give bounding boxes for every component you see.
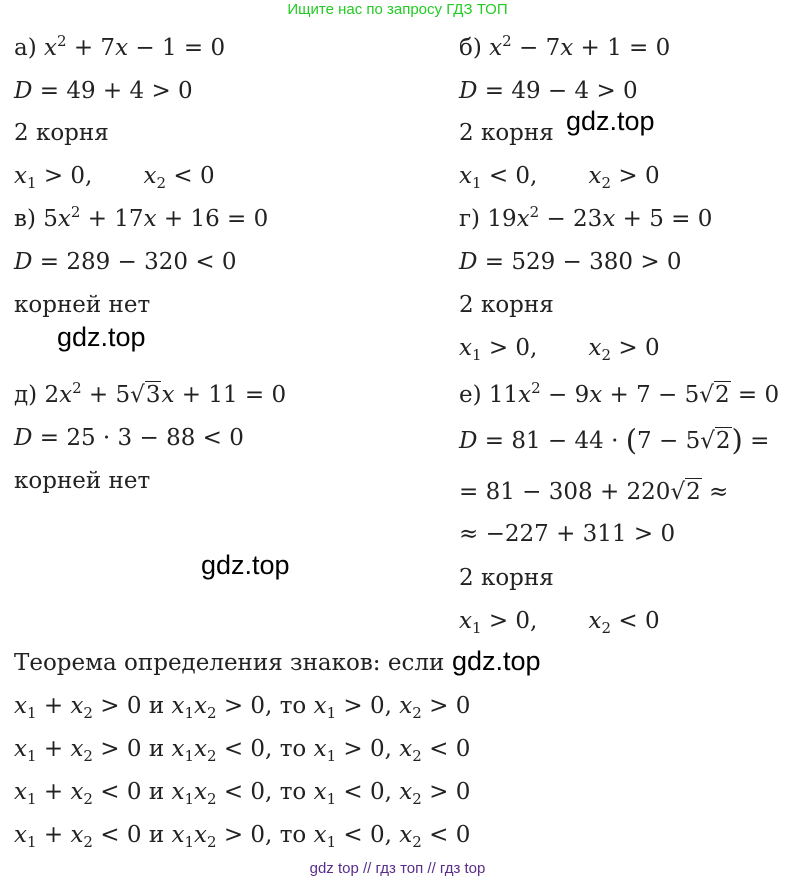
theorem-rule-4: $x_1 + x_2 < 0$ и $x_1x_2 > 0$, то $x_1 < 0$, $x_2 < 0$ xyxy=(14,822,471,851)
problem-v-discriminant: D = 289 − 320 < 0 xyxy=(14,249,237,275)
problem-e-root-count: 2 корня xyxy=(459,565,554,591)
problem-e-estimate: ≈ −227 + 311 > 0 xyxy=(459,521,676,547)
theorem-title: Теорема определения знаков: если xyxy=(14,650,445,676)
problem-d-discriminant: D = 25 · 3 − 88 < 0 xyxy=(14,425,244,451)
problem-g-discriminant: D = 529 − 380 > 0 xyxy=(459,249,682,275)
problem-a-root-signs: $x_1 > 0$, $x_2 < 0$ xyxy=(14,163,215,192)
problem-e-expansion: = 81 − 308 + 220√2 ≈ xyxy=(459,479,729,505)
problem-b-equation: б) $x^2 - 7x + 1 = 0$ xyxy=(459,32,671,61)
problem-g-root-count: 2 корня xyxy=(459,292,554,318)
theorem-rule-3: $x_1 + x_2 < 0$ и $x_1x_2 < 0$, то $x_1 < 0$, $x_2 > 0$ xyxy=(14,779,471,808)
problem-e-equation: е) $11x^2 - 9x + 7 - 5√2 = 0$ xyxy=(459,379,780,408)
problem-a-root-count: 2 корня xyxy=(14,120,109,146)
problem-a-equation: а) $x^2 + 7x - 1 = 0$ xyxy=(14,32,226,61)
watermark: gdz.top xyxy=(57,322,146,352)
problem-g-equation: г) $19x^2 - 23x + 5 = 0$ xyxy=(459,203,713,232)
theorem-rule-1: $x_1 + x_2 > 0$ и $x_1x_2 > 0$, то $x_1 > 0$, $x_2 > 0$ xyxy=(14,693,471,722)
footer-banner: gdz top // гдз топ // гдз top xyxy=(309,860,486,877)
watermark: gdz.top xyxy=(566,106,655,136)
label-v: в) xyxy=(14,206,36,232)
label-e: е) xyxy=(459,382,482,408)
label-g: г) xyxy=(459,206,481,232)
watermark: gdz.top xyxy=(201,550,290,580)
problem-b-root-signs: $x_1 < 0$, $x_2 > 0$ xyxy=(459,163,660,192)
problem-d-equation: д) $2x^2 + 5√3x + 11 = 0$ xyxy=(14,379,287,408)
label-a: а) xyxy=(14,35,37,61)
problem-v-root-count: корней нет xyxy=(14,292,151,318)
label-d: д) xyxy=(14,382,38,408)
problem-v-equation: в) $5x^2 + 17x + 16 = 0$ xyxy=(14,203,269,232)
problem-a-discriminant: D = 49 + 4 > 0 xyxy=(14,78,193,104)
problem-d-root-count: корней нет xyxy=(14,468,151,494)
watermark: gdz.top xyxy=(452,646,541,676)
problem-b-root-count: 2 корня xyxy=(459,120,554,146)
problem-g-root-signs: $x_1 > 0$, $x_2 > 0$ xyxy=(459,335,660,364)
header-banner: Ищите нас по запросу ГДЗ ТОП xyxy=(287,1,508,18)
problem-e-root-signs: $x_1 > 0$, $x_2 < 0$ xyxy=(459,608,660,637)
problem-e-discriminant: D = 81 − 44 · (7 − 5√2) = xyxy=(459,423,770,457)
problem-b-discriminant: D = 49 − 4 > 0 xyxy=(459,78,638,104)
theorem-rule-2: $x_1 + x_2 > 0$ и $x_1x_2 < 0$, то $x_1 > 0$, $x_2 < 0$ xyxy=(14,736,471,765)
label-b: б) xyxy=(459,35,482,61)
